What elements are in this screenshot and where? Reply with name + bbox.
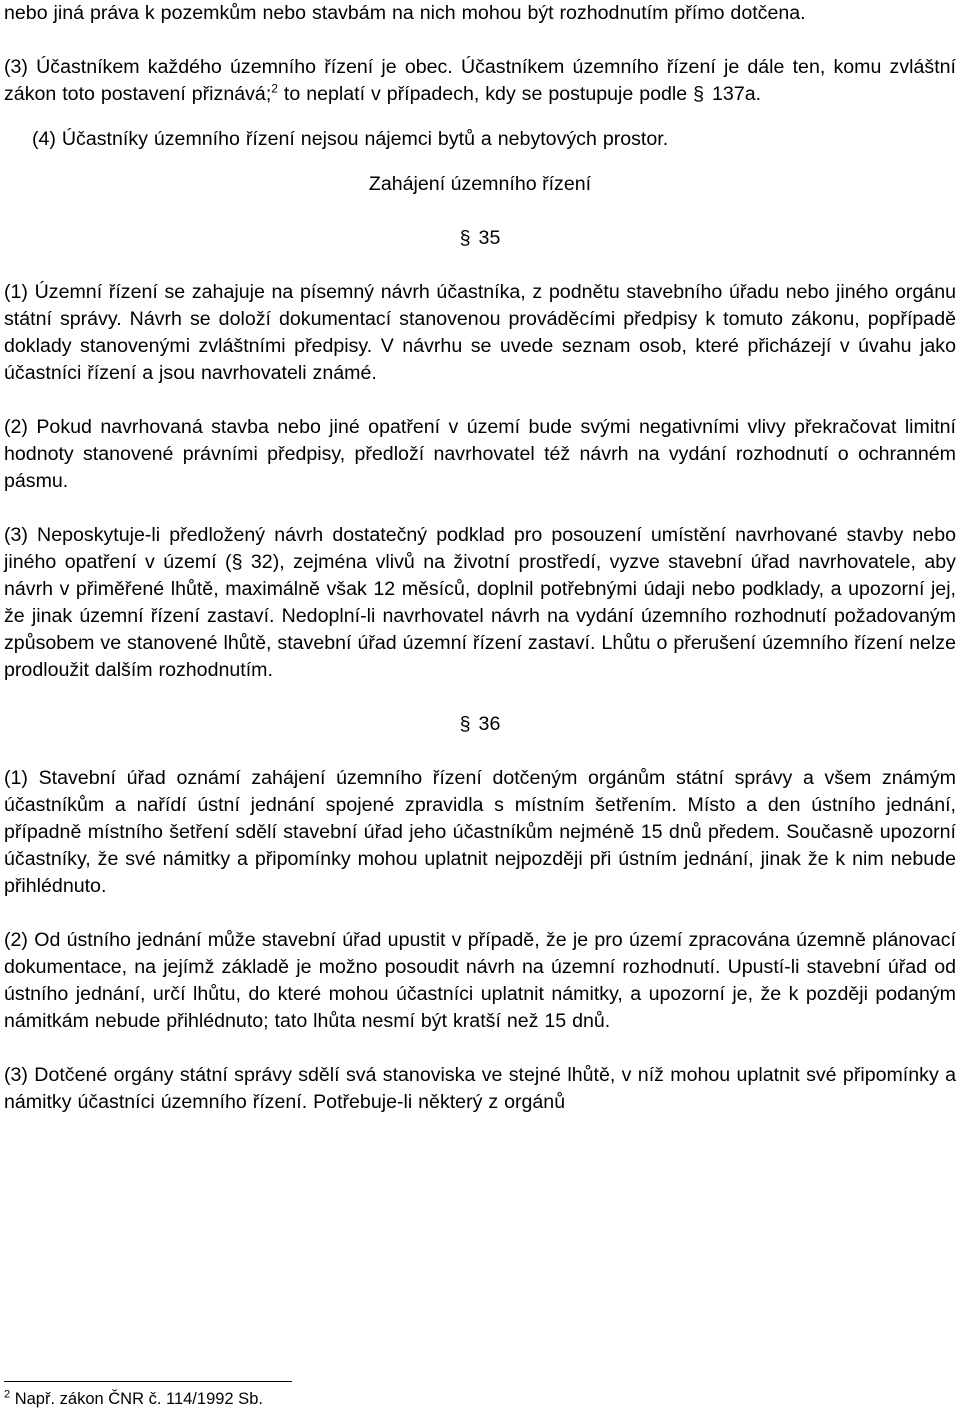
document-page [4,0,956,1116]
section-sign: § [459,713,471,735]
section-sign: § [459,227,471,249]
section-sign: § [231,551,243,573]
paragraph-continuation: nebo jiná práva k pozemkům nebo stavbám na nich mohou být rozhodnutím přímo dotčena. [4,2,806,24]
section-36-paragraph-2: (2) Od ústního jednání může stavební úřad upustit v případě, že je pro území zpracována územně plánovací dokumentace, na jejímž základě je možno posoudit návrh na územní rozhodnutí. Upustí-li stavební úřad od ústního jednání, určí lhůtu, do které mohou účastníci uplatnit námitky, a upozorní je, že k později podaným námitkám nebude přihlédnuto; tato lhůta nesmí být kratší než 15 dnů. [4,929,956,1032]
section-35-paragraph-3 [4,522,956,684]
section-35-title [4,225,956,252]
section-36-title [4,711,956,738]
section-36-paragraph-1: (1) Stavební úřad oznámí zahájení územního řízení dotčeným orgánům státní správy a všem známým účastníkům a nařídí ústní jednání spojené zpravidla s místním šetřením. Místo a den ústního jednání, případně místního šetření sdělí stavební úřad jeho účastníkům nejméně 15 dnů předem. Současně upozorní účastníky, že své námitky a připomínky mohou uplatnit nejpozději při ústním jednání, jinak že k nim nebude přihlédnuto. [4,767,956,897]
section-35-paragraph-2: (2) Pokud navrhovaná stavba nebo jiné opatření v území bude svými negativními vlivy překračovat limitní hodnoty stanovené právními předpisy, předloží navrhovatel též návrh na vydání rozhodnutí o ochranném pásmu. [4,416,956,492]
footnote-reference[interactable]: 2 [271,81,278,96]
text-run: (3) Neposkytuje-li předložený návrh dostatečný podklad pro posouzení umístění navrhované stavby nebo jiného opatření v území ( [4,524,956,573]
text-run: 137a. [712,83,762,105]
text-run: 32), zejména vlivů na životní prostředí, vyzve stavební úřad navrhovatele, aby návrh v přiměřené lhůtě, maximálně však 12 měsíců, doplnil potřebnými údaji nebo podklady, a upozorní jej, že jinak územní řízení zastaví. Nedoplní-li navrhovatel návrh na vydání územního rozhodnutí požadovaným způsobem ve stanovené lhůtě, stavební úřad územní řízení zastaví. Lhůtu o přerušení územního řízení nelze prodloužit dalším rozhodnutím. [4,551,956,681]
text-run: (3) Účastníkem každého územního řízení je obec. Účastníkem územního řízení je dále ten, komu zvláštní zákon toto postavení přiznává; [4,56,956,105]
section-sign: § [693,83,705,105]
section-36-paragraph-3: (3) Dotčené orgány státní správy sdělí svá stanoviska ve stejné lhůtě, v níž mohou uplatnit své připomínky a námitky účastníci územního řízení. Potřebuje-li některý z orgánů [4,1064,956,1113]
footnote [4,1388,263,1410]
paragraph-3-participants [4,54,956,108]
section-heading: Zahájení územního řízení [368,173,592,195]
footnote-mark: 2 [4,1388,11,1401]
section-number: 36 [478,713,501,735]
section-35-paragraph-1: (1) Územní řízení se zahajuje na písemný návrh účastníka, z podnětu stavebního úřadu nebo jiného orgánu státní správy. Návrh se doloží dokumentací stanovenou prováděcími předpisy k tomuto zákonu, popřípadě doklady stanovenými zvláštními předpisy. V návrhu se uvede seznam osob, které přicházejí v úvahu jako účastníci řízení a jsou navrhovateli známé. [4,281,956,384]
section-number: 35 [478,227,501,249]
footnote-text: Např. zákon ČNR č. 114/1992 Sb. [10,1390,263,1408]
paragraph-4-tenants: (4) Účastníky územního řízení nejsou nájemci bytů a nebytových prostor. [32,128,669,150]
text-run: to neplatí v případech, kdy se postupuje podle [277,83,694,105]
footnote-divider [4,1381,292,1382]
